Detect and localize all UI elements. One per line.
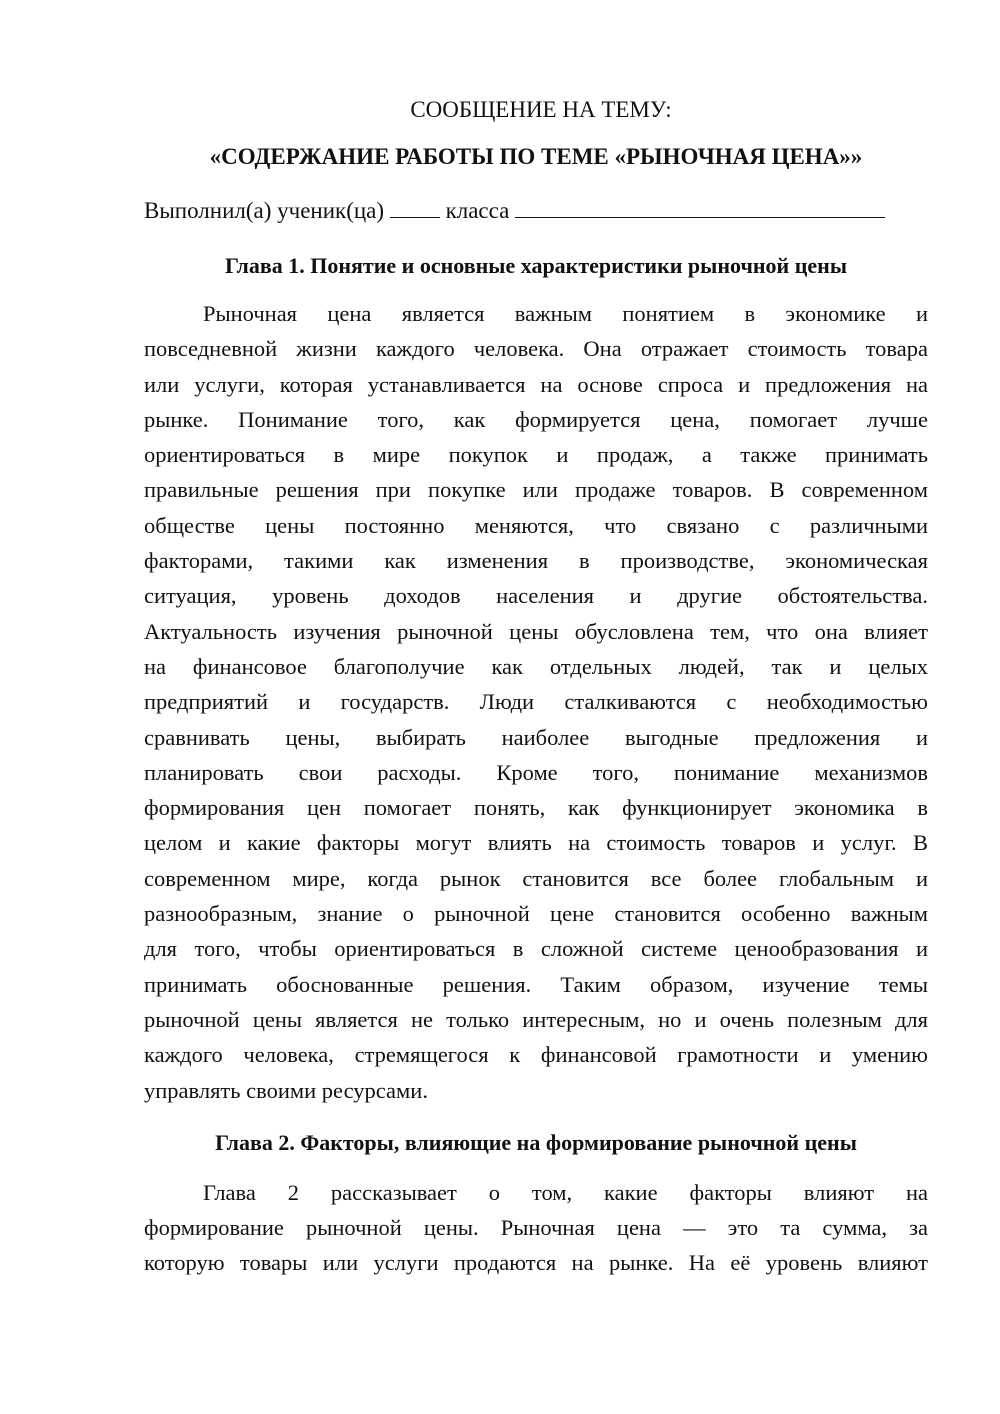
paragraph-line: сравнивать цены, выбирать наиболее выгодные предложения и bbox=[144, 724, 928, 750]
paragraph-line: факторами, такими как изменения в производстве, экономическая bbox=[144, 548, 928, 574]
paragraph-line: Глава 2 рассказывает о том, какие факторы влияют на bbox=[203, 1179, 928, 1205]
paragraph-line: современном мире, когда рынок становится все более глобальным и bbox=[144, 865, 928, 891]
paragraph-line: ориентироваться в мире покупок и продаж, а также принимать bbox=[144, 442, 928, 468]
author-prefix: Выполнил(а) ученик(ца) bbox=[144, 198, 385, 223]
paragraph-line: которую товары или услуги продаются на рынке. На её уровень влияют bbox=[144, 1250, 928, 1276]
paragraph-line: каждого человека, стремящегося к финансовой грамотности и умению bbox=[144, 1042, 928, 1068]
class-blank bbox=[390, 195, 440, 218]
paragraph-line: разнообразным, знание о рыночной цене становится особенно важным bbox=[144, 901, 928, 927]
paragraph-line: ситуация, уровень доходов населения и другие обстоятельства. bbox=[144, 583, 928, 609]
paragraph-line: повседневной жизни каждого человека. Она отражает стоимость товара bbox=[144, 336, 928, 362]
paragraph-line: целом и какие факторы могут влиять на стоимость товаров и услуг. В bbox=[144, 830, 928, 856]
paragraph-line: планировать свои расходы. Кроме того, понимание механизмов bbox=[144, 759, 928, 785]
document-title-line2: «СОДЕРЖАНИЕ РАБОТЫ ПО ТЕМЕ «РЫНОЧНАЯ ЦЕНА»» bbox=[209, 144, 863, 169]
chapter2-paragraph bbox=[144, 1175, 928, 1281]
paragraph-line: управлять своими ресурсами. bbox=[144, 1077, 428, 1103]
author-line bbox=[144, 194, 928, 227]
paragraph-line: Рыночная цена является важным понятием в экономике и bbox=[203, 301, 928, 326]
paragraph-line: правильные решения при покупке или продаже товаров. В современном bbox=[144, 477, 928, 503]
chapter2-heading: Глава 2. Факторы, влияющие на формирование рыночной цены bbox=[215, 1129, 857, 1155]
chapter1-paragraph bbox=[144, 296, 928, 1108]
paragraph-line: или услуги, которая устанавливается на основе спроса и предложения на bbox=[144, 371, 928, 397]
paragraph-line: обществе цены постоянно меняются, что связано с различными bbox=[144, 512, 928, 538]
paragraph-line: предприятий и государств. Люди сталкиваются с необходимостью bbox=[144, 689, 928, 715]
paragraph-line: формирование рыночной цены. Рыночная цена — это та сумма, за bbox=[144, 1215, 928, 1241]
paragraph-line: на финансовое благополучие как отдельных людей, так и целых bbox=[144, 653, 928, 679]
paragraph-line: принимать обоснованные решения. Таким образом, изучение темы bbox=[144, 971, 928, 997]
document-title-line1: СООБЩЕНИЕ НА ТЕМУ: bbox=[410, 97, 672, 122]
document-page bbox=[144, 93, 928, 1281]
paragraph-line: формирования цен помогает понять, как функционирует экономика в bbox=[144, 795, 928, 821]
paragraph-line: для того, чтобы ориентироваться в сложной системе ценообразования и bbox=[144, 936, 928, 962]
paragraph-line: рынке. Понимание того, как формируется цена, помогает лучше bbox=[144, 406, 928, 432]
chapter1-heading: Глава 1. Понятие и основные характеристики рыночной цены bbox=[224, 253, 847, 278]
paragraph-line: Актуальность изучения рыночной цены обусловлена тем, что она влияет bbox=[144, 618, 928, 644]
name-blank bbox=[515, 195, 885, 218]
paragraph-line: рыночной цены является не только интересным, но и очень полезным для bbox=[144, 1006, 928, 1032]
author-middle: класса bbox=[445, 198, 510, 223]
